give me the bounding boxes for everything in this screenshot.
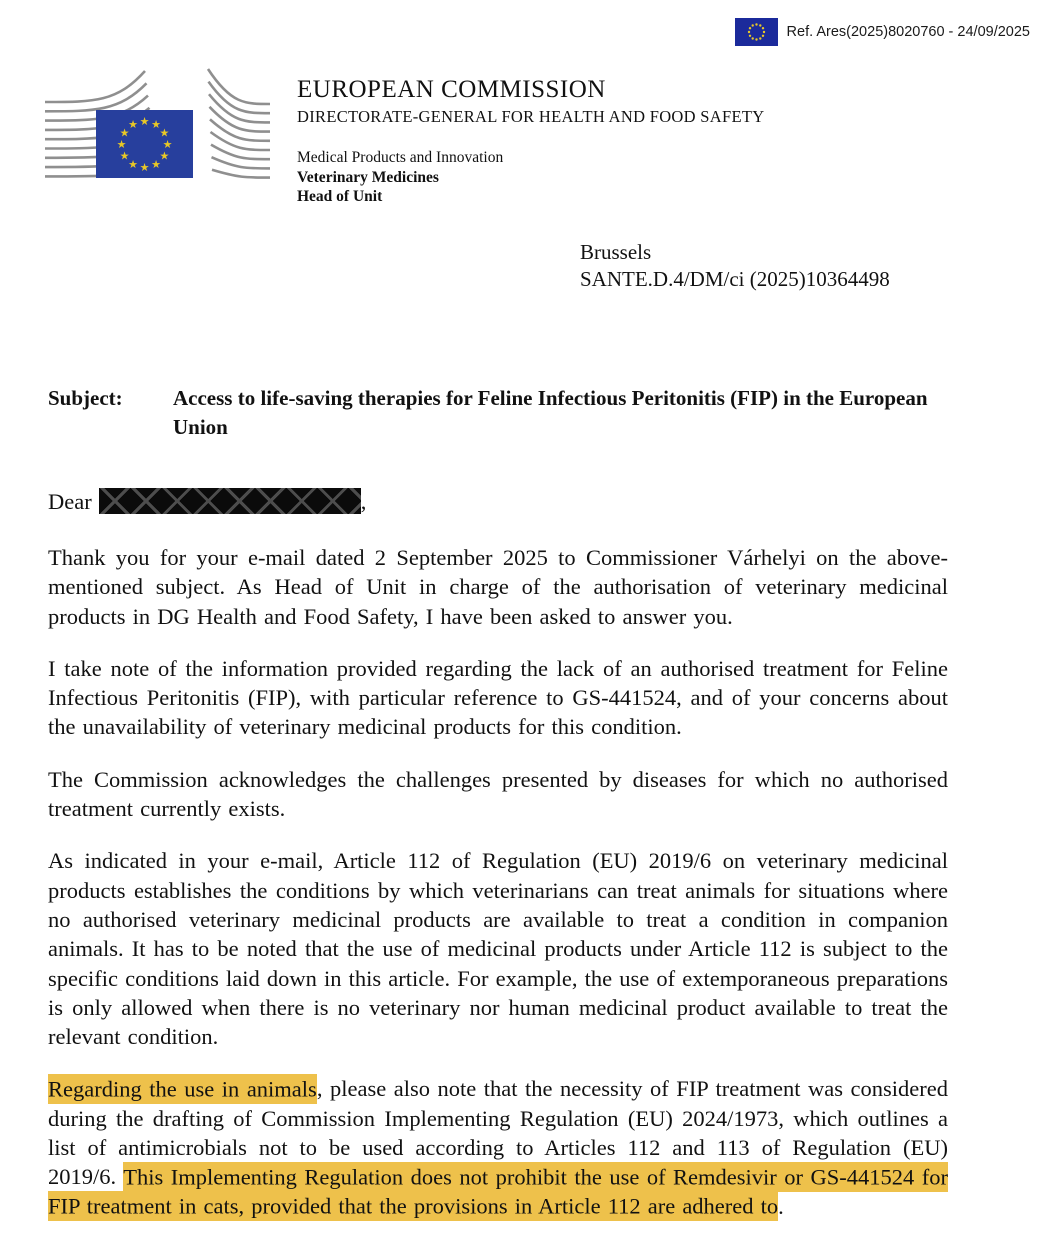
unit-line-directorate: Medical Products and Innovation xyxy=(297,149,504,166)
eu-star-icon: ★ xyxy=(151,118,161,132)
subject-label: Subject: xyxy=(48,386,123,410)
body-paragraph xyxy=(48,1074,948,1220)
eu-star-icon: ★ xyxy=(139,115,150,128)
paragraph-text: , please also note that the necessity of FIP treatment was considered during the drafting of Commission Implementing Regulation (EU) 2024/1973, which outlines a list of antimicrobials not to be used according to Articles 112 and 113 of Regulation (EU) 2019/6. xyxy=(48,1076,948,1190)
body-paragraph: The Commission acknowledges the challenges presented by diseases for which no authorised treatment currently exists. xyxy=(48,766,948,822)
salutation xyxy=(48,488,366,516)
eu-star-icon: ★ xyxy=(128,157,138,171)
salutation-prefix: Dear xyxy=(48,489,92,514)
redaction-box xyxy=(99,488,361,514)
body-paragraph: Thank you for your e-mail dated 2 September 2025 to Commissioner Várhelyi on the above-mentioned subject. As Head of Unit in charge of the authorisation of veterinary medicinal products in DG Health and Food Safety, I have been asked to answer you. xyxy=(48,545,948,629)
eu-star-icon: ★ xyxy=(159,149,170,163)
subject-line xyxy=(48,384,948,443)
salutation-suffix: , xyxy=(360,489,367,514)
directorate-name: DIRECTORATE-GENERAL FOR HEALTH AND FOOD SAFETY xyxy=(297,107,765,126)
file-reference: SANTE.D.4/DM/ci (2025)10364498 xyxy=(580,267,890,291)
eu-star-icon: ★ xyxy=(162,138,173,151)
institution-name: EUROPEAN COMMISSION xyxy=(297,76,606,103)
eu-star-icon: ★ xyxy=(119,149,130,163)
body-paragraph: As indicated in your e-mail, Article 112 of Regulation (EU) 2019/6 on veterinary medicinal products establishes the conditions by which veterinarians can treat animals for situations where no authorised veterinary medicinal products are available to treat a condition in companion animals. It has to be noted that the use of medicinal products under Article 112 is subject to the specific conditions laid down in this article. For example, the use of extemporaneous preparations is only allowed when there is no veterinary nor human medicinal product available to treat the relevant condition. xyxy=(48,848,948,1050)
eu-star-icon: ★ xyxy=(159,126,170,140)
unit-line-role: Head of Unit xyxy=(297,188,383,205)
eu-flag xyxy=(96,110,193,178)
eu-star-icon: ★ xyxy=(139,161,150,174)
eu-star-icon: ★ xyxy=(128,118,138,132)
paragraph-text: . xyxy=(778,1193,784,1219)
letterhead xyxy=(297,76,764,207)
highlighted-text: Regarding the use in animals xyxy=(48,1074,317,1104)
letter-body xyxy=(48,543,948,1244)
highlighted-text: This Implementing Regulation does not prohibit the use of Remdesivir or GS-441524 for FIP treatment in cats, provided that the provisions in Article 112 are adhered to xyxy=(48,1162,948,1221)
registration-reference: Ref. Ares(2025)8020760 - 24/09/2025 xyxy=(786,24,1030,40)
eu-flag-icon xyxy=(735,18,778,46)
eu-star-icon: ★ xyxy=(116,138,127,151)
european-commission-logo xyxy=(45,66,273,180)
subject-text: Access to life-saving therapies for Feline Infectious Peritonitis (FIP) in the European Union xyxy=(173,386,928,440)
city: Brussels xyxy=(580,240,652,264)
body-paragraph: I take note of the information provided regarding the lack of an authorised treatment for Feline Infectious Peritonitis (FIP), with particular reference to GS-441524, and of your concerns about the unavailability of veterinary medicinal products for this condition. xyxy=(48,655,948,740)
eu-star-icon: ★ xyxy=(119,126,130,140)
registration-banner xyxy=(735,18,1030,46)
unit-line-unit: Veterinary Medicines xyxy=(297,168,439,186)
eu-star-icon: ★ xyxy=(151,157,161,171)
logo-stripes-right xyxy=(208,69,270,180)
reference-block xyxy=(580,239,890,293)
